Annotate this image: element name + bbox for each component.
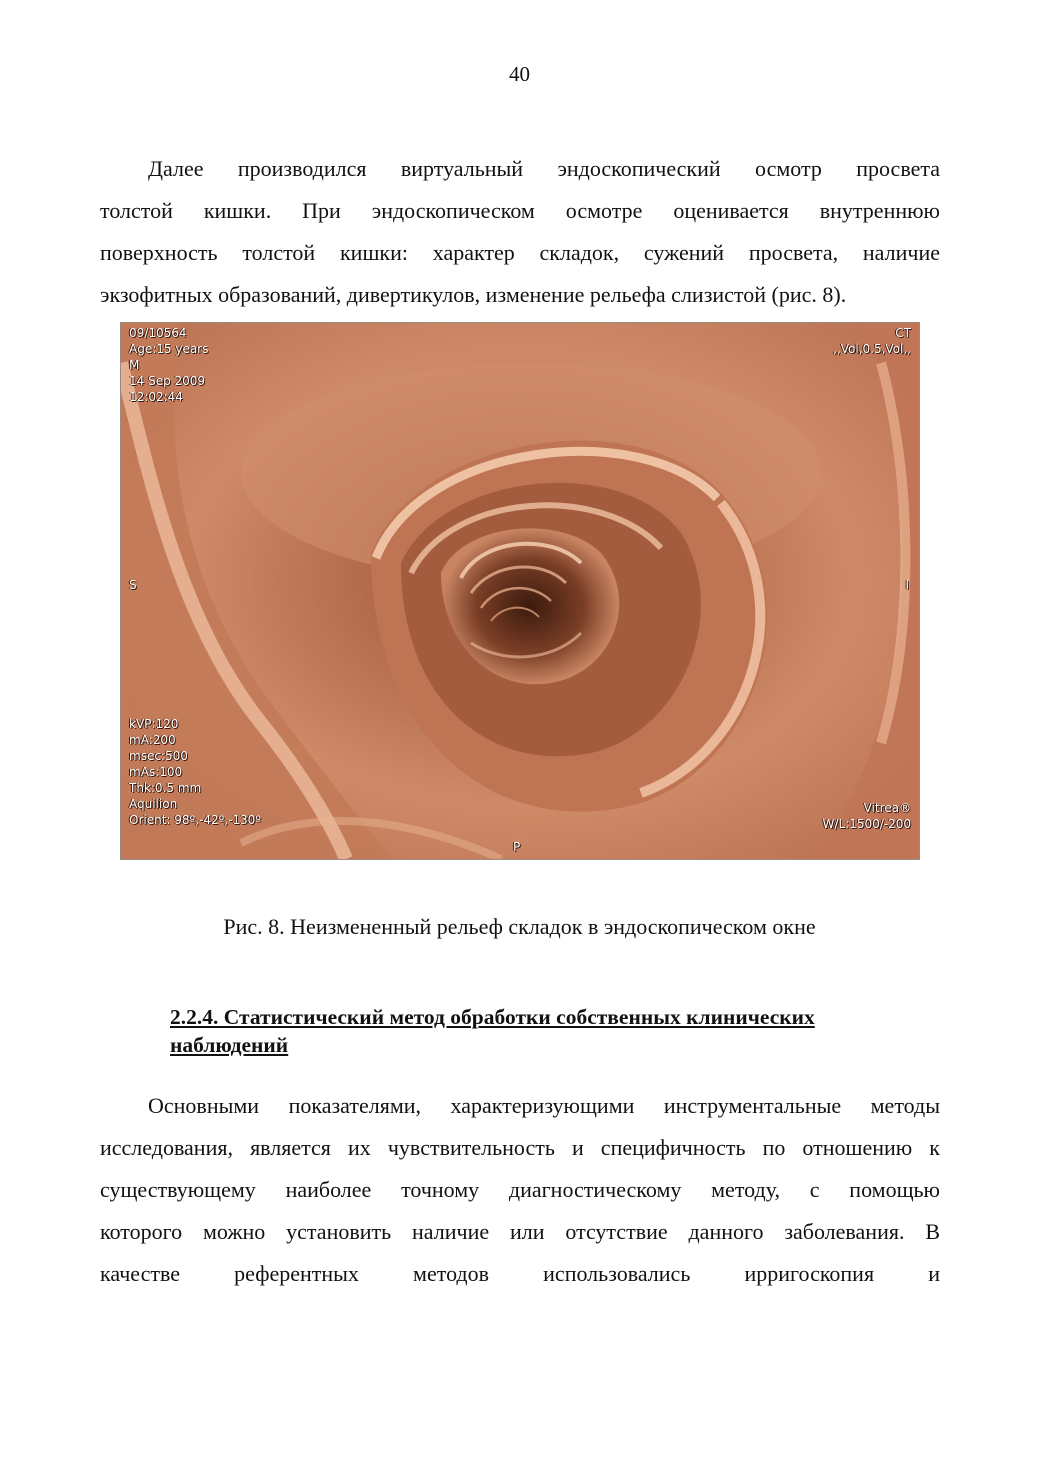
orientation-bottom-label: P (513, 840, 521, 854)
overlay-text: W/L:1500/-200 (822, 817, 911, 831)
overlay-text: 09/10564 (129, 326, 187, 340)
text-line (100, 232, 940, 274)
text-line (100, 1253, 940, 1295)
overlay-text: msec:500 (129, 749, 188, 763)
overlay-patient-info (129, 325, 208, 405)
overlay-text: 12:02:44 (129, 390, 183, 404)
endoscopy-figure (120, 322, 920, 860)
page-number: 40 (509, 62, 530, 86)
overlay-text: CT (895, 326, 911, 340)
overlay-text: M (129, 358, 140, 372)
section-heading-line-1: 2.2.4. Статистический метод обработки собственных клинических (170, 1005, 815, 1029)
overlay-text: Aquilion (129, 797, 178, 811)
text-line-3: поверхность толстой кишки: характер складок, сужений просвета, наличие (100, 240, 940, 265)
overlay-text: Vitrea® (863, 801, 911, 815)
paragraph-intro (100, 148, 940, 316)
overlay-text: Age:15 years (129, 342, 209, 356)
figure-caption: Рис. 8. Неизмененный рельеф складок в эндоскопическом окне (223, 914, 816, 939)
text-line-2: исследования, является их чувствительность и специфичность по отношению к (100, 1135, 940, 1160)
text-line (100, 1085, 940, 1127)
orientation-left-label: S (129, 578, 137, 592)
overlay-text: kVP:120 (129, 717, 179, 731)
text-line (100, 1169, 940, 1211)
text-line-1: Основными показателями, характеризующими инструментальные методы (148, 1093, 940, 1118)
text-line (100, 190, 940, 232)
text-line (100, 1211, 940, 1253)
text-line-4: экзофитных образований, дивертикулов, изменение рельефа слизистой (рис. 8). (100, 282, 847, 307)
overlay-text: Thk:0.5 mm (129, 781, 202, 795)
paragraph-statistics (100, 1085, 940, 1295)
text-line-5: качестве референтных методов использовались ирригоскопия и (100, 1261, 940, 1286)
text-line (100, 274, 940, 316)
text-line (100, 148, 940, 190)
overlay-text: Orient: 98º,-42º,-130º (129, 813, 261, 827)
section-heading (170, 1003, 930, 1059)
text-line-4: которого можно установить наличие или отсутствие данного заболевания. В (100, 1219, 940, 1244)
overlay-text: mA:200 (129, 733, 176, 747)
overlay-scan-params (129, 716, 261, 828)
overlay-modality (833, 325, 911, 357)
overlay-text: ,,Vol,0.5,Vol,, (833, 342, 911, 356)
text-line-3: существующему наиболее точному диагностическому методу, с помощью (100, 1177, 940, 1202)
section-heading-line-2: наблюдений (170, 1033, 289, 1057)
overlay-text: 14 Sep 2009 (129, 374, 206, 388)
orientation-right-label: I (905, 578, 909, 592)
overlay-text: mAs:100 (129, 765, 183, 779)
text-line (100, 1127, 940, 1169)
overlay-software (823, 800, 911, 832)
text-line-1: Далее производился виртуальный эндоскопический осмотр просвета (148, 156, 940, 181)
text-line-2: толстой кишки. При эндоскопическом осмотре оценивается внутреннюю (100, 198, 940, 223)
